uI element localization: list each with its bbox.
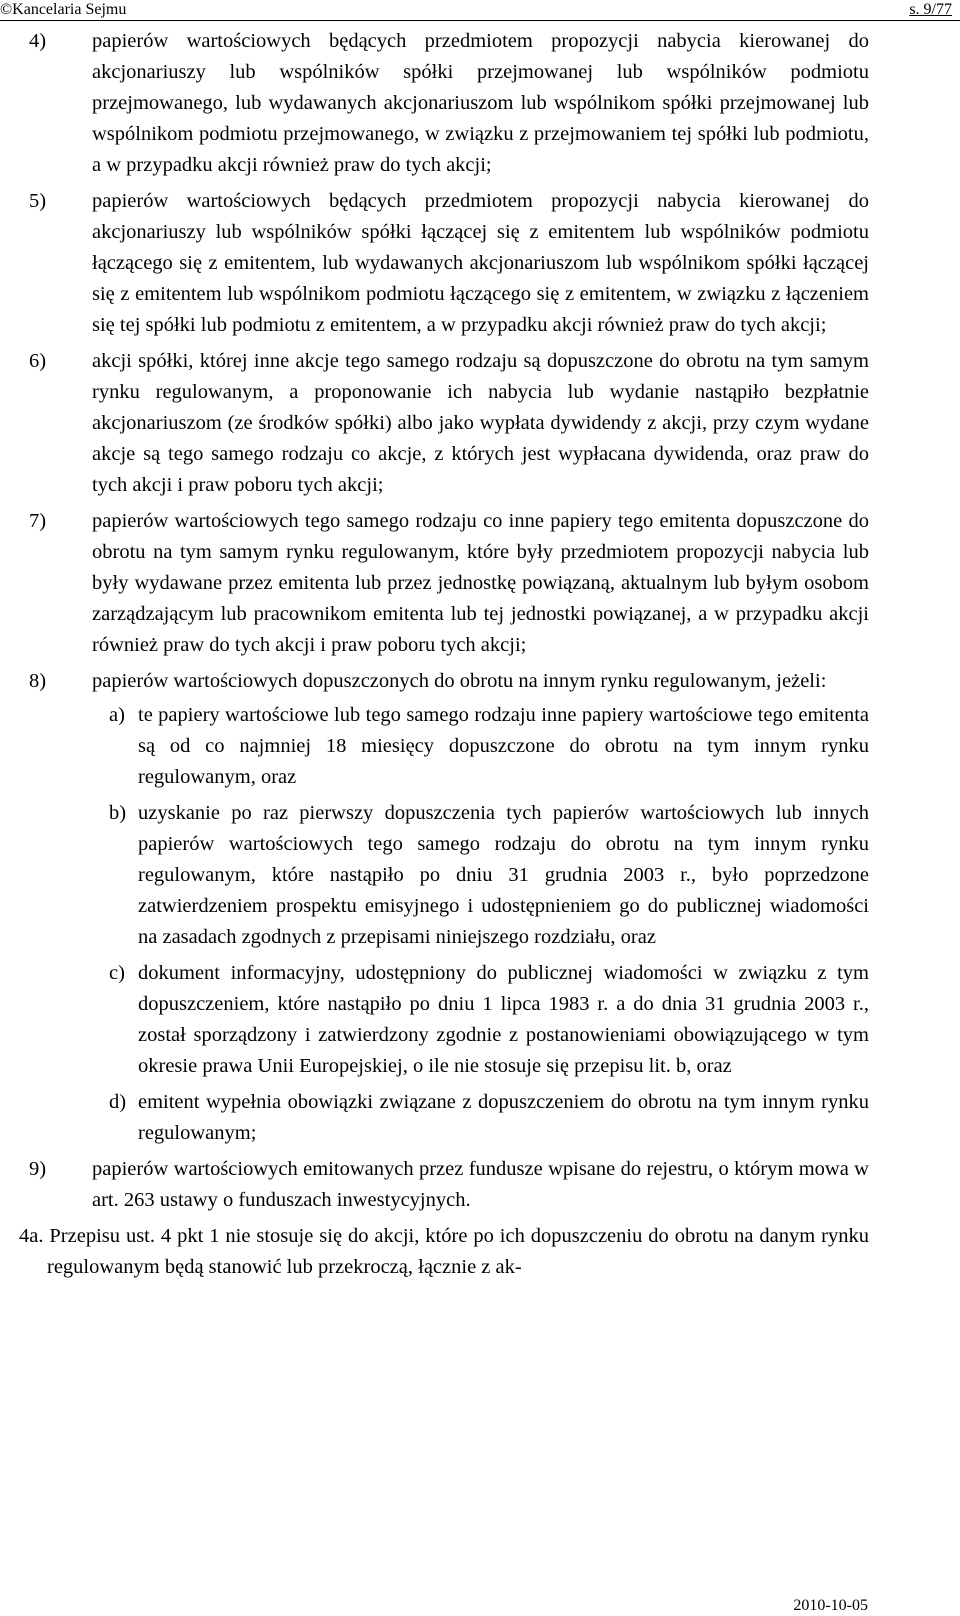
page-header <box>0 0 960 20</box>
paragraph-4a: 4a. Przepisu ust. 4 pkt 1 nie stosuje się do akcji, które po ich dopuszczeniu do obrotu na danym rynku regulowanym będą stanowić lub przekroczą, łącznie z ak- <box>19 1225 869 1278</box>
sub-item-c <box>109 958 869 1082</box>
source-label: ©Kancelaria Sejmu <box>0 1 127 18</box>
item-text: papierów wartościowych tego samego rodzaju co inne papiery tego emitenta dopuszczone do obrotu na tym samym rynku regulowanym, które były przedmiotem propozycji nabycia lub były wydawane przez emitenta lub przez jednostkę powiązaną, aktualnym lub byłym osobom zarządzającym lub pracownikom emitenta lub tej jednostki powiązanej, a w przypadku akcji również praw do tych akcji i praw poboru tych akcji; <box>92 510 869 656</box>
item-number: 6) <box>29 350 47 372</box>
page-number: s. 9/77 <box>909 1 952 18</box>
sub-item-text: uzyskanie po raz pierwszy dopuszczenia tych papierów wartościowych lub innych papierów wartościowych tego samego rodzaju do obrotu na tym innym rynku regulowanym, które nastąpiło po dniu 31 grudnia 2003 r., było poprzedzone zatwierdzeniem prospektu emisyjnego i udostępnieniem go do publicznej wiadomości na zasadach zgodnych z przepisami niniejszego rozdziału, oraz <box>138 802 869 948</box>
item-number: 8) <box>29 670 47 692</box>
list-item-7 <box>29 506 869 661</box>
item-number: 7) <box>29 510 47 532</box>
sub-item-letter: d) <box>109 1091 127 1113</box>
sub-item-d <box>109 1087 869 1149</box>
sub-item-text: emitent wypełnia obowiązki związane z dopuszczeniem do obrotu na tym innym rynku regulowanym; <box>138 1091 869 1144</box>
item-text: papierów wartościowych dopuszczonych do obrotu na innym rynku regulowanym, jeżeli: <box>92 670 827 692</box>
item-number: 5) <box>29 190 47 212</box>
sub-item-a <box>109 700 869 793</box>
list-item-5 <box>29 186 869 341</box>
item-text: akcji spółki, której inne akcje tego samego rodzaju są dopuszczone do obrotu na tym samym rynku regulowanym, a proponowanie ich nabycia lub wydanie nastąpiło bezpłatnie akcjonariuszom (ze środków spółki) albo jako wypłata dywidendy z akcji, przy czym wydane akcje są tego samego rodzaju co akcje, z których jest wypłacana dywidenda, oraz praw do tych akcji i praw poboru tych akcji; <box>92 350 869 496</box>
header-divider <box>0 20 960 21</box>
list-item-6 <box>29 346 869 501</box>
item-number: 4) <box>29 30 47 52</box>
sub-item-b <box>109 798 869 953</box>
document-body <box>0 26 960 1283</box>
list-item-9 <box>29 1154 869 1216</box>
item-text: papierów wartościowych będących przedmiotem propozycji nabycia kierowanej do akcjonariuszy lub wspólników spółki łączącej się z emitentem lub wspólników podmiotu łączącego się z emitentem, lub wydawanych akcjonariuszom lub wspólnikom spółki łączącej się z emitentem lub wspólnikom podmiotu łączącego się z emitentem, w związku z łączeniem się tej spółki lub podmiotu z emitentem, a w przypadku akcji również praw do tych akcji; <box>92 190 869 336</box>
sub-item-text: dokument informacyjny, udostępniony do publicznej wiadomości w związku z tym dopuszczeniem, które nastąpiło po dniu 1 lipca 1983 r. a do dnia 31 grudnia 2003 r., został sporządzony i zatwierdzony zgodnie z postanowieniami obowiązującego w tym okresie prawa Unii Europejskiej, o ile nie stosuje się przepisu lit. b, oraz <box>138 962 869 1077</box>
item-text: papierów wartościowych emitowanych przez fundusze wpisane do rejestru, o którym mowa w art. 263 ustawy o funduszach inwestycyjnych. <box>92 1158 869 1211</box>
sub-item-letter: c) <box>109 962 125 984</box>
sub-item-text: te papiery wartościowe lub tego samego rodzaju inne papiery wartościowe tego emitenta są od co najmniej 18 miesięcy dopuszczone do obrotu na tym innym rynku regulowanym, oraz <box>138 704 869 788</box>
list-item-4 <box>29 26 869 181</box>
list-item-8 <box>29 666 869 697</box>
item-number: 9) <box>29 1158 47 1180</box>
document-date: 2010-10-05 <box>793 1597 868 1614</box>
sub-item-letter: a) <box>109 704 125 726</box>
item-text: papierów wartościowych będących przedmiotem propozycji nabycia kierowanej do akcjonariuszy lub wspólników spółki przejmowanej lub wspólników podmiotu przejmowanego, lub wydawanych akcjonariuszom lub wspólnikom spółki przejmowanej lub wspólnikom podmiotu przejmowanego, w związku z przejmowaniem tej spółki lub podmiotu, a w przypadku akcji również praw do tych akcji; <box>92 30 869 176</box>
sub-item-letter: b) <box>109 802 127 824</box>
